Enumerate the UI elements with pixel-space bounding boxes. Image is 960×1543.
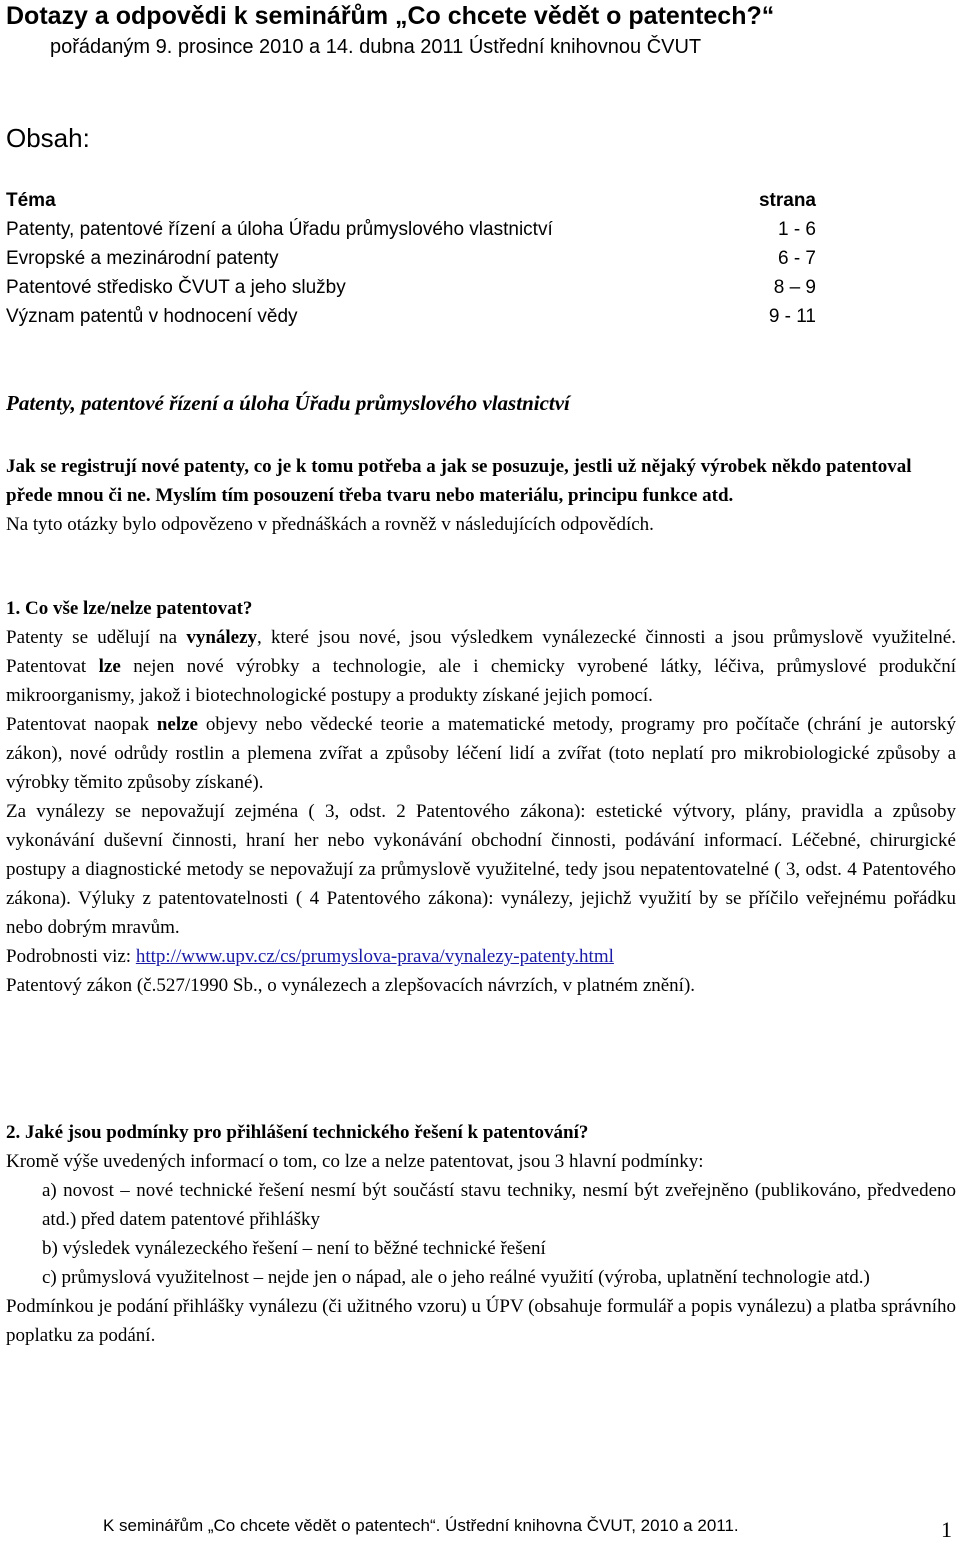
question-block <box>6 452 956 539</box>
toc-row <box>6 273 816 302</box>
q1-p1-text: Patenty se udělují na <box>6 627 187 648</box>
q1-paragraph-3: Za vynálezy se nepovažují zejména ( 3, odst. 2 Patentového zákona): estetické výtvory, plány, pravidla a způsoby vykonávání duševní činnosti, hraní her nebo vykonávání obchodní činnosti, podávání informací. Léčebné, chirurgické postupy a diagnostické metody se nepovažují za průmyslově využitelné, tedy jsou nepatentovatelné ( 3, odst. 4 Patentového zákona). Výluky z patentovatelnosti ( 4 Patentového zákona): vynálezy, jejichž využití by se příčilo veřejnému pořádku nebo dobrým mravům. <box>6 801 956 938</box>
question-note: Na tyto otázky bylo odpovězeno v přednáškách a rovněž v následujících odpovědích. <box>6 514 654 535</box>
q1-heading: 1. Co vše lze/nelze patentovat? <box>6 598 253 619</box>
q1-p2-bold-nelze: nelze <box>156 714 198 735</box>
contents-heading: Obsah: <box>6 123 90 153</box>
document-subtitle: pořádaným 9. prosince 2010 a 14. dubna 2011 Ústřední knihovnou ČVUT <box>50 36 702 58</box>
q2-intro: Kromě výše uvedených informací o tom, co lze a nelze patentovat, jsou 3 hlavní podmínky: <box>6 1151 704 1172</box>
details-label: Podrobnosti viz: <box>6 946 136 967</box>
q1-paragraph-2 <box>6 710 956 797</box>
table-of-contents <box>6 186 816 331</box>
toc-topic: Patentové středisko ČVUT a jeho služby <box>6 277 346 298</box>
upv-link[interactable]: http://www.upv.cz/cs/prumyslova-prava/vynalezy-patenty.html <box>135 946 614 967</box>
q2-block <box>6 1118 956 1350</box>
toc-pages: 6 - 7 <box>777 248 816 269</box>
q1-details <box>6 942 956 971</box>
q1-p2-text: objevy nebo vědecké teorie a matematické metody, programy pro počítače (chrání je autorský zákon), nové odrůdy rostlin a plemena zvířat a způsoby léčení lidí a zvířat (toto neplatí pro mikrobiologické způsoby a výrobky těmito způsoby získané). <box>6 714 956 793</box>
q1-paragraph-1 <box>6 623 956 710</box>
toc-row <box>6 244 816 273</box>
toc-topic: Patenty, patentové řízení a úloha Úřadu průmyslového vlastnictví <box>6 219 553 240</box>
q2-outro: Podmínkou je podání přihlášky vynálezu (či užitného vzoru) u ÚPV (obsahuje formulář a popis vynálezu) a platba správního poplatku za podání. <box>6 1296 956 1346</box>
toc-pages: 8 – 9 <box>773 277 816 298</box>
q1-block <box>6 594 956 1000</box>
question-text: Jak se registrují nové patenty, co je k tomu potřeba a jak se posuzuje, jestli už nějaký výrobek někdo patentoval přede mnou či ne. Myslím tím posouzení třeba tvaru nebo materiálu, principu funkce atd. <box>6 456 912 506</box>
toc-topic: Význam patentů v hodnocení vědy <box>6 306 298 327</box>
toc-row <box>6 302 816 331</box>
q2-condition-b: b) výsledek vynálezeckého řešení – není to běžné technické řešení <box>42 1238 546 1259</box>
q1-law: Patentový zákon (č.527/1990 Sb., o vynálezech a zlepšovacích návrzích, v platném znění). <box>6 975 696 996</box>
q1-p1-text: , které jsou nové, jsou výsledkem vynálezecké činnosti a jsou průmyslově využitelné. Patentovat <box>6 627 956 677</box>
toc-header-row <box>6 186 816 215</box>
toc-topic-header: Téma <box>6 190 56 211</box>
document-title: Dotazy a odpovědi k seminářům „Co chcete vědět o patentech?“ <box>6 2 775 30</box>
page-footer: K seminářům „Co chcete vědět o patentech“. Ústřední knihovna ČVUT, 2010 a 2011. <box>103 1516 739 1535</box>
q1-p1-bold-vynalezy: vynálezy <box>186 627 258 648</box>
toc-page-header: strana <box>758 190 816 211</box>
q1-p2-text: Patentovat naopak <box>6 714 157 735</box>
toc-pages: 1 - 6 <box>777 219 816 240</box>
q2-heading: 2. Jaké jsou podmínky pro přihlášení technického řešení k patentování? <box>6 1122 589 1143</box>
q1-p1-bold-lze: lze <box>98 656 121 677</box>
toc-pages: 9 - 11 <box>768 306 816 327</box>
toc-topic: Evropské a mezinárodní patenty <box>6 248 279 269</box>
section-title: Patenty, patentové řízení a úloha Úřadu průmyslového vlastnictví <box>6 391 570 415</box>
q1-p1-text: nejen nové výrobky a technologie, ale i chemicky vyrobené látky, léčiva, průmyslové produkční mikroorganismy, jakož i biotechnologické postupy a produkty získané jejich pomocí. <box>6 656 956 706</box>
q2-condition-c: c) průmyslová využitelnost – nejde jen o nápad, ale o jeho reálné využití (výroba, uplatnění technologie atd.) <box>42 1267 870 1288</box>
page-number: 1 <box>941 1517 952 1542</box>
q2-condition-a: a) novost – nové technické řešení nesmí být součástí stavu techniky, nesmí být zveřejněno (publikováno, předvedeno atd.) před datem patentové přihlášky <box>42 1180 956 1230</box>
toc-row <box>6 215 816 244</box>
